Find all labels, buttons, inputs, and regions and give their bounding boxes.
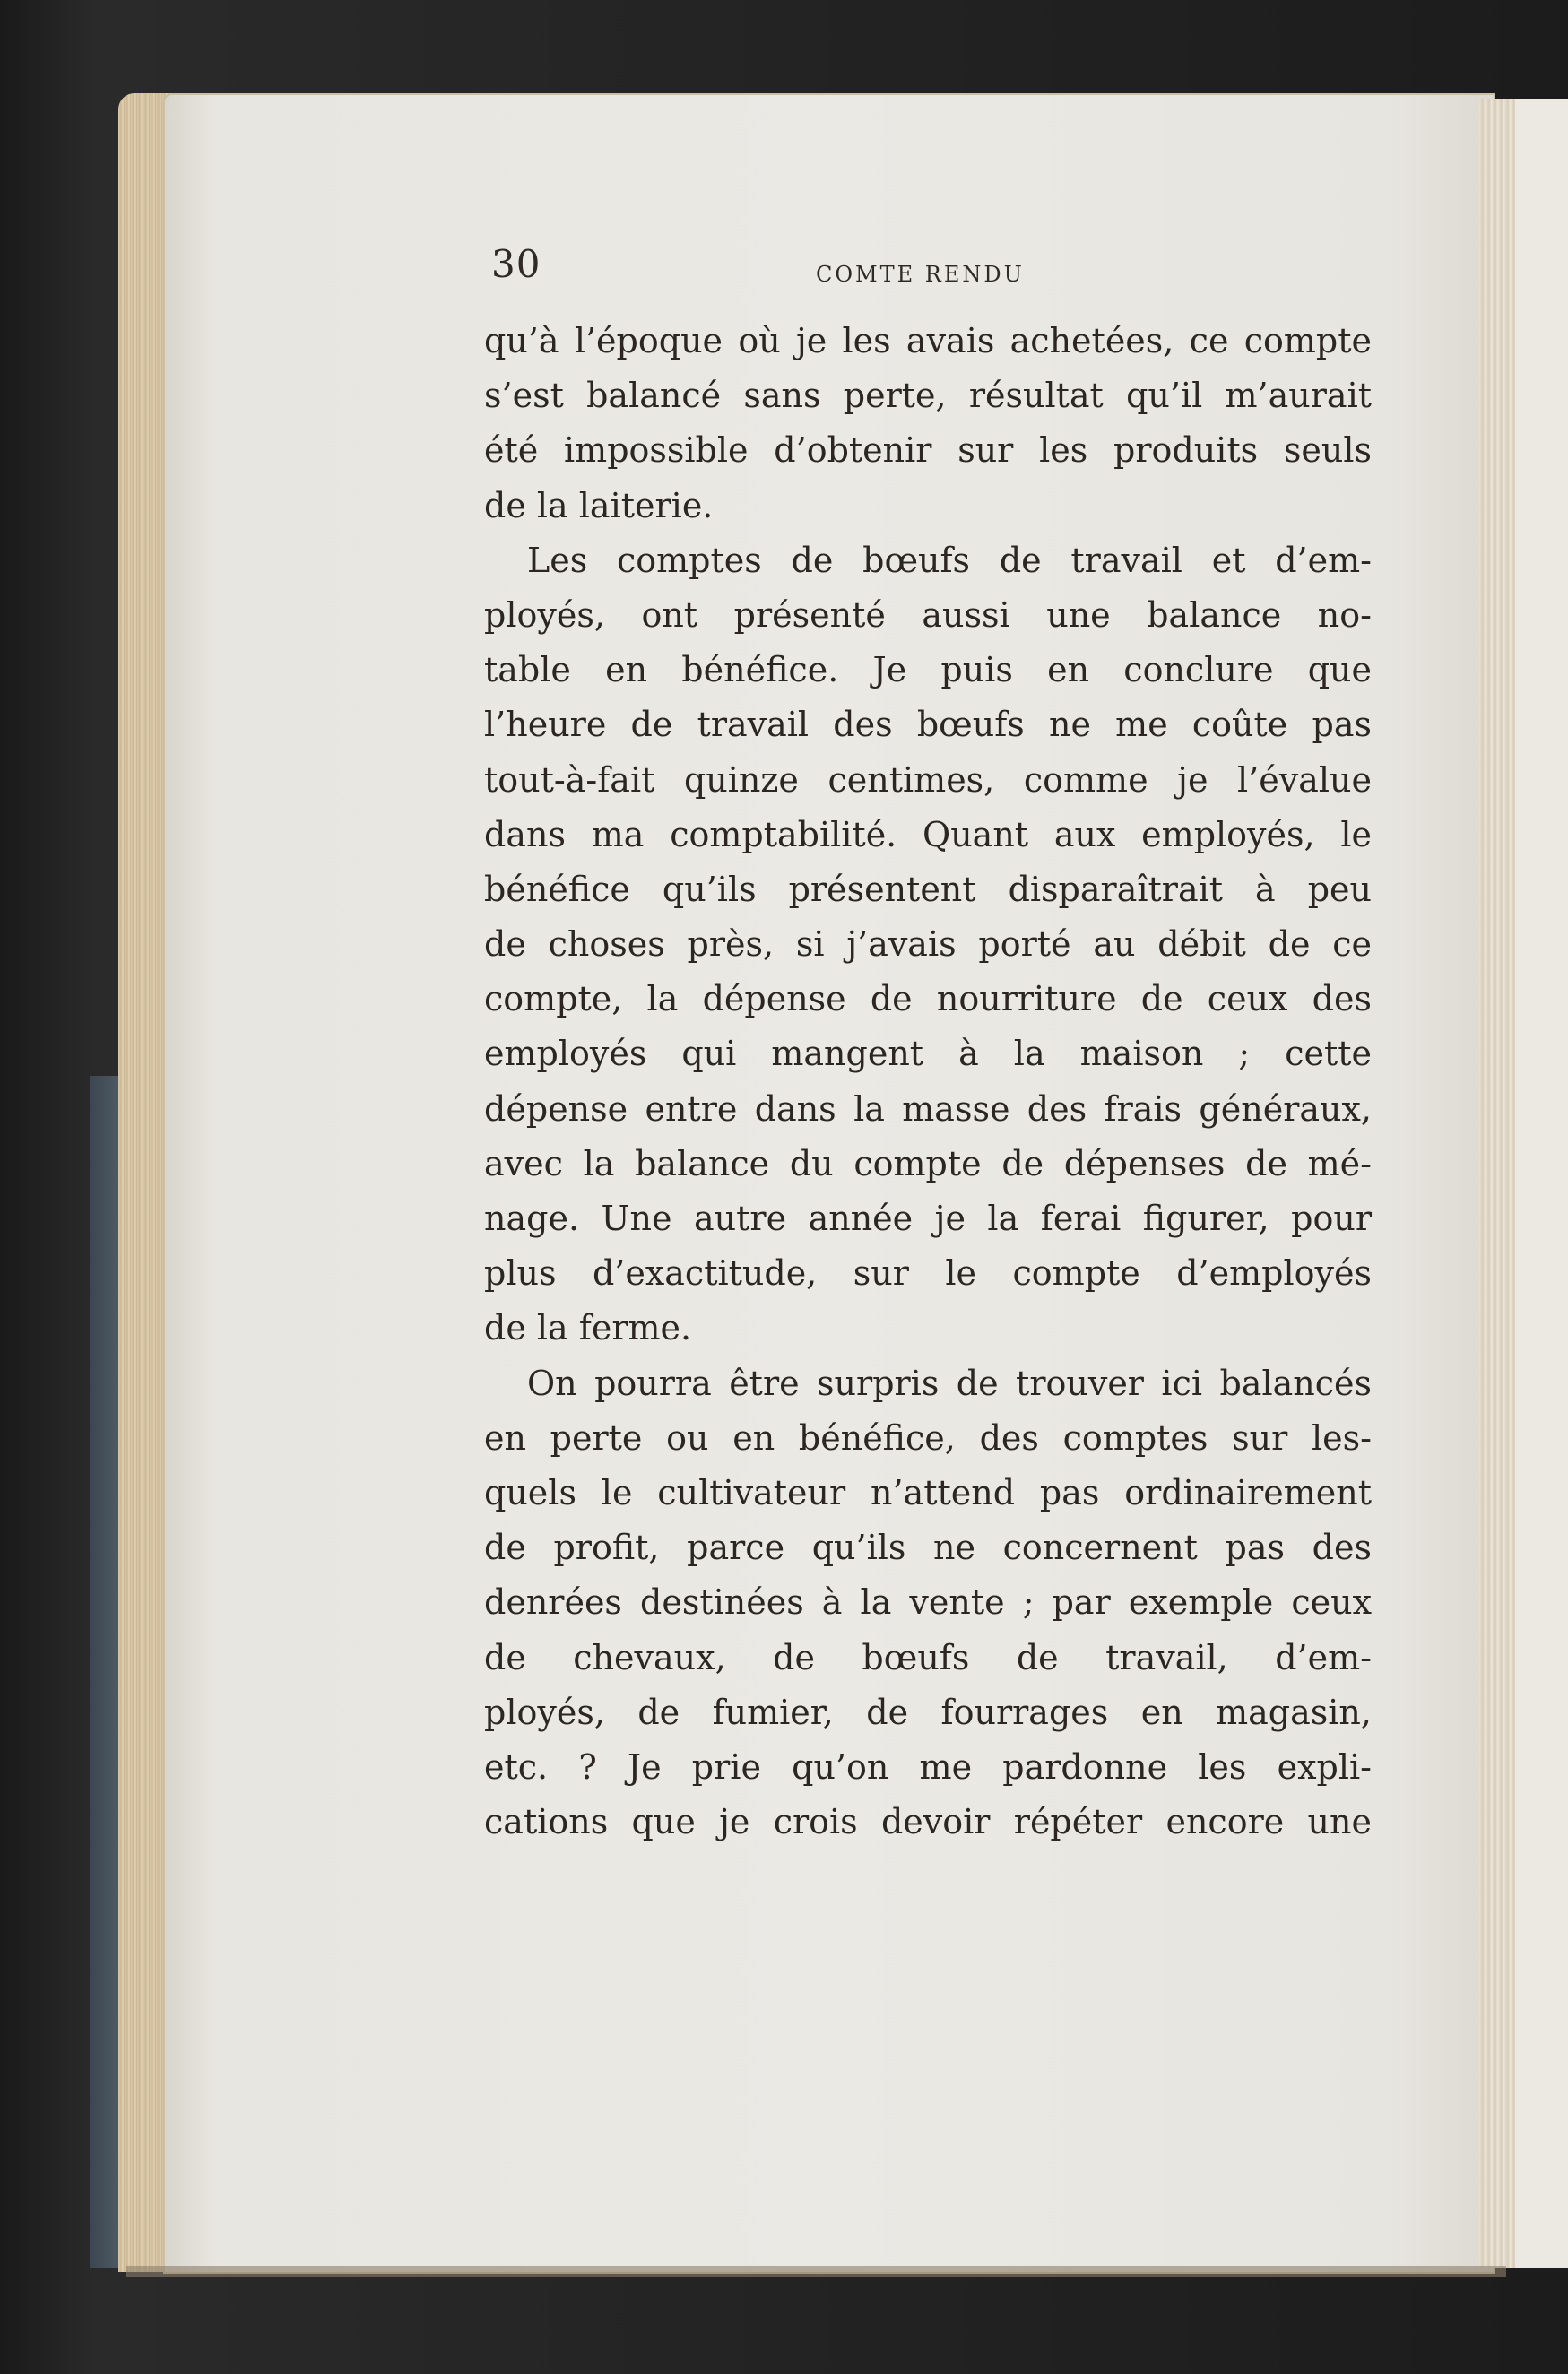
page-header xyxy=(491,242,1388,305)
gutter-edge xyxy=(1479,99,1515,2268)
page-bottom-shadow xyxy=(126,2266,1506,2277)
text-line: cations que je crois devoir répéter encore une xyxy=(484,1802,1372,1842)
text-line: bénéfice qu’ils présentent disparaîtrait à peu xyxy=(484,869,1372,909)
text-line: quels le cultivateur n’attend pas ordinairement xyxy=(484,1472,1372,1512)
running-head: COMTE RENDU xyxy=(816,262,1025,287)
text-line: On pourra être surpris de trouver ici balancés xyxy=(527,1363,1372,1403)
text-line: nage. Une autre année je la ferai figurer, pour xyxy=(484,1199,1372,1238)
text-line: de choses près, si j’avais porté au débit de ce xyxy=(484,924,1372,965)
text-line: plus d’exactitude, sur le compte d’employés xyxy=(484,1253,1372,1294)
text-line: compte, la dépense de nourriture de ceux des xyxy=(484,979,1372,1019)
text-line: Les comptes de bœufs de travail et d’em- xyxy=(527,540,1372,580)
text-line: dépense entre dans la masse des frais généraux, xyxy=(484,1088,1372,1129)
text-line: etc. ? Je prie qu’on me pardonne les expli- xyxy=(484,1746,1372,1787)
text-line: de chevaux, de bœufs de travail, d’em- xyxy=(484,1637,1372,1677)
text-line: de la laiterie. xyxy=(484,485,714,525)
text-line: table en bénéfice. Je puis en conclure que xyxy=(484,650,1372,690)
facing-page-strip xyxy=(1515,99,1568,2268)
text-line: été impossible d’obtenir sur les produits seuls xyxy=(484,430,1372,471)
text-line: ployés, de fumier, de fourrages en magasin, xyxy=(484,1692,1372,1732)
text-line: qu’à l’époque où je les avais achetées, ce compte xyxy=(484,321,1372,360)
text-line: ployés, ont présenté aussi une balance no- xyxy=(484,594,1372,635)
text-line: tout-à-fait quinze centimes, comme je l’évalue xyxy=(484,759,1372,800)
text-line: l’heure de travail des bœufs ne me coûte pas xyxy=(484,705,1372,745)
text-line: s’est balancé sans perte, résultat qu’il m’aurait xyxy=(484,376,1372,416)
text-line: de la ferme. xyxy=(484,1308,692,1348)
text-line: dans ma comptabilité. Quant aux employés, le xyxy=(484,814,1372,854)
text-line: en perte ou en bénéfice, des comptes sur les- xyxy=(484,1417,1372,1458)
text-line: employés qui mangent à la maison ; cette xyxy=(484,1034,1372,1074)
text-line: avec la balance du compte de dépenses de mé- xyxy=(484,1143,1372,1183)
page-number: 30 xyxy=(491,242,541,286)
text-line: de profit, parce qu’ils ne concernent pas des xyxy=(484,1528,1372,1568)
text-line: denrées destinées à la vente ; par exemple ceux xyxy=(484,1582,1372,1623)
body-text xyxy=(484,314,1372,1850)
